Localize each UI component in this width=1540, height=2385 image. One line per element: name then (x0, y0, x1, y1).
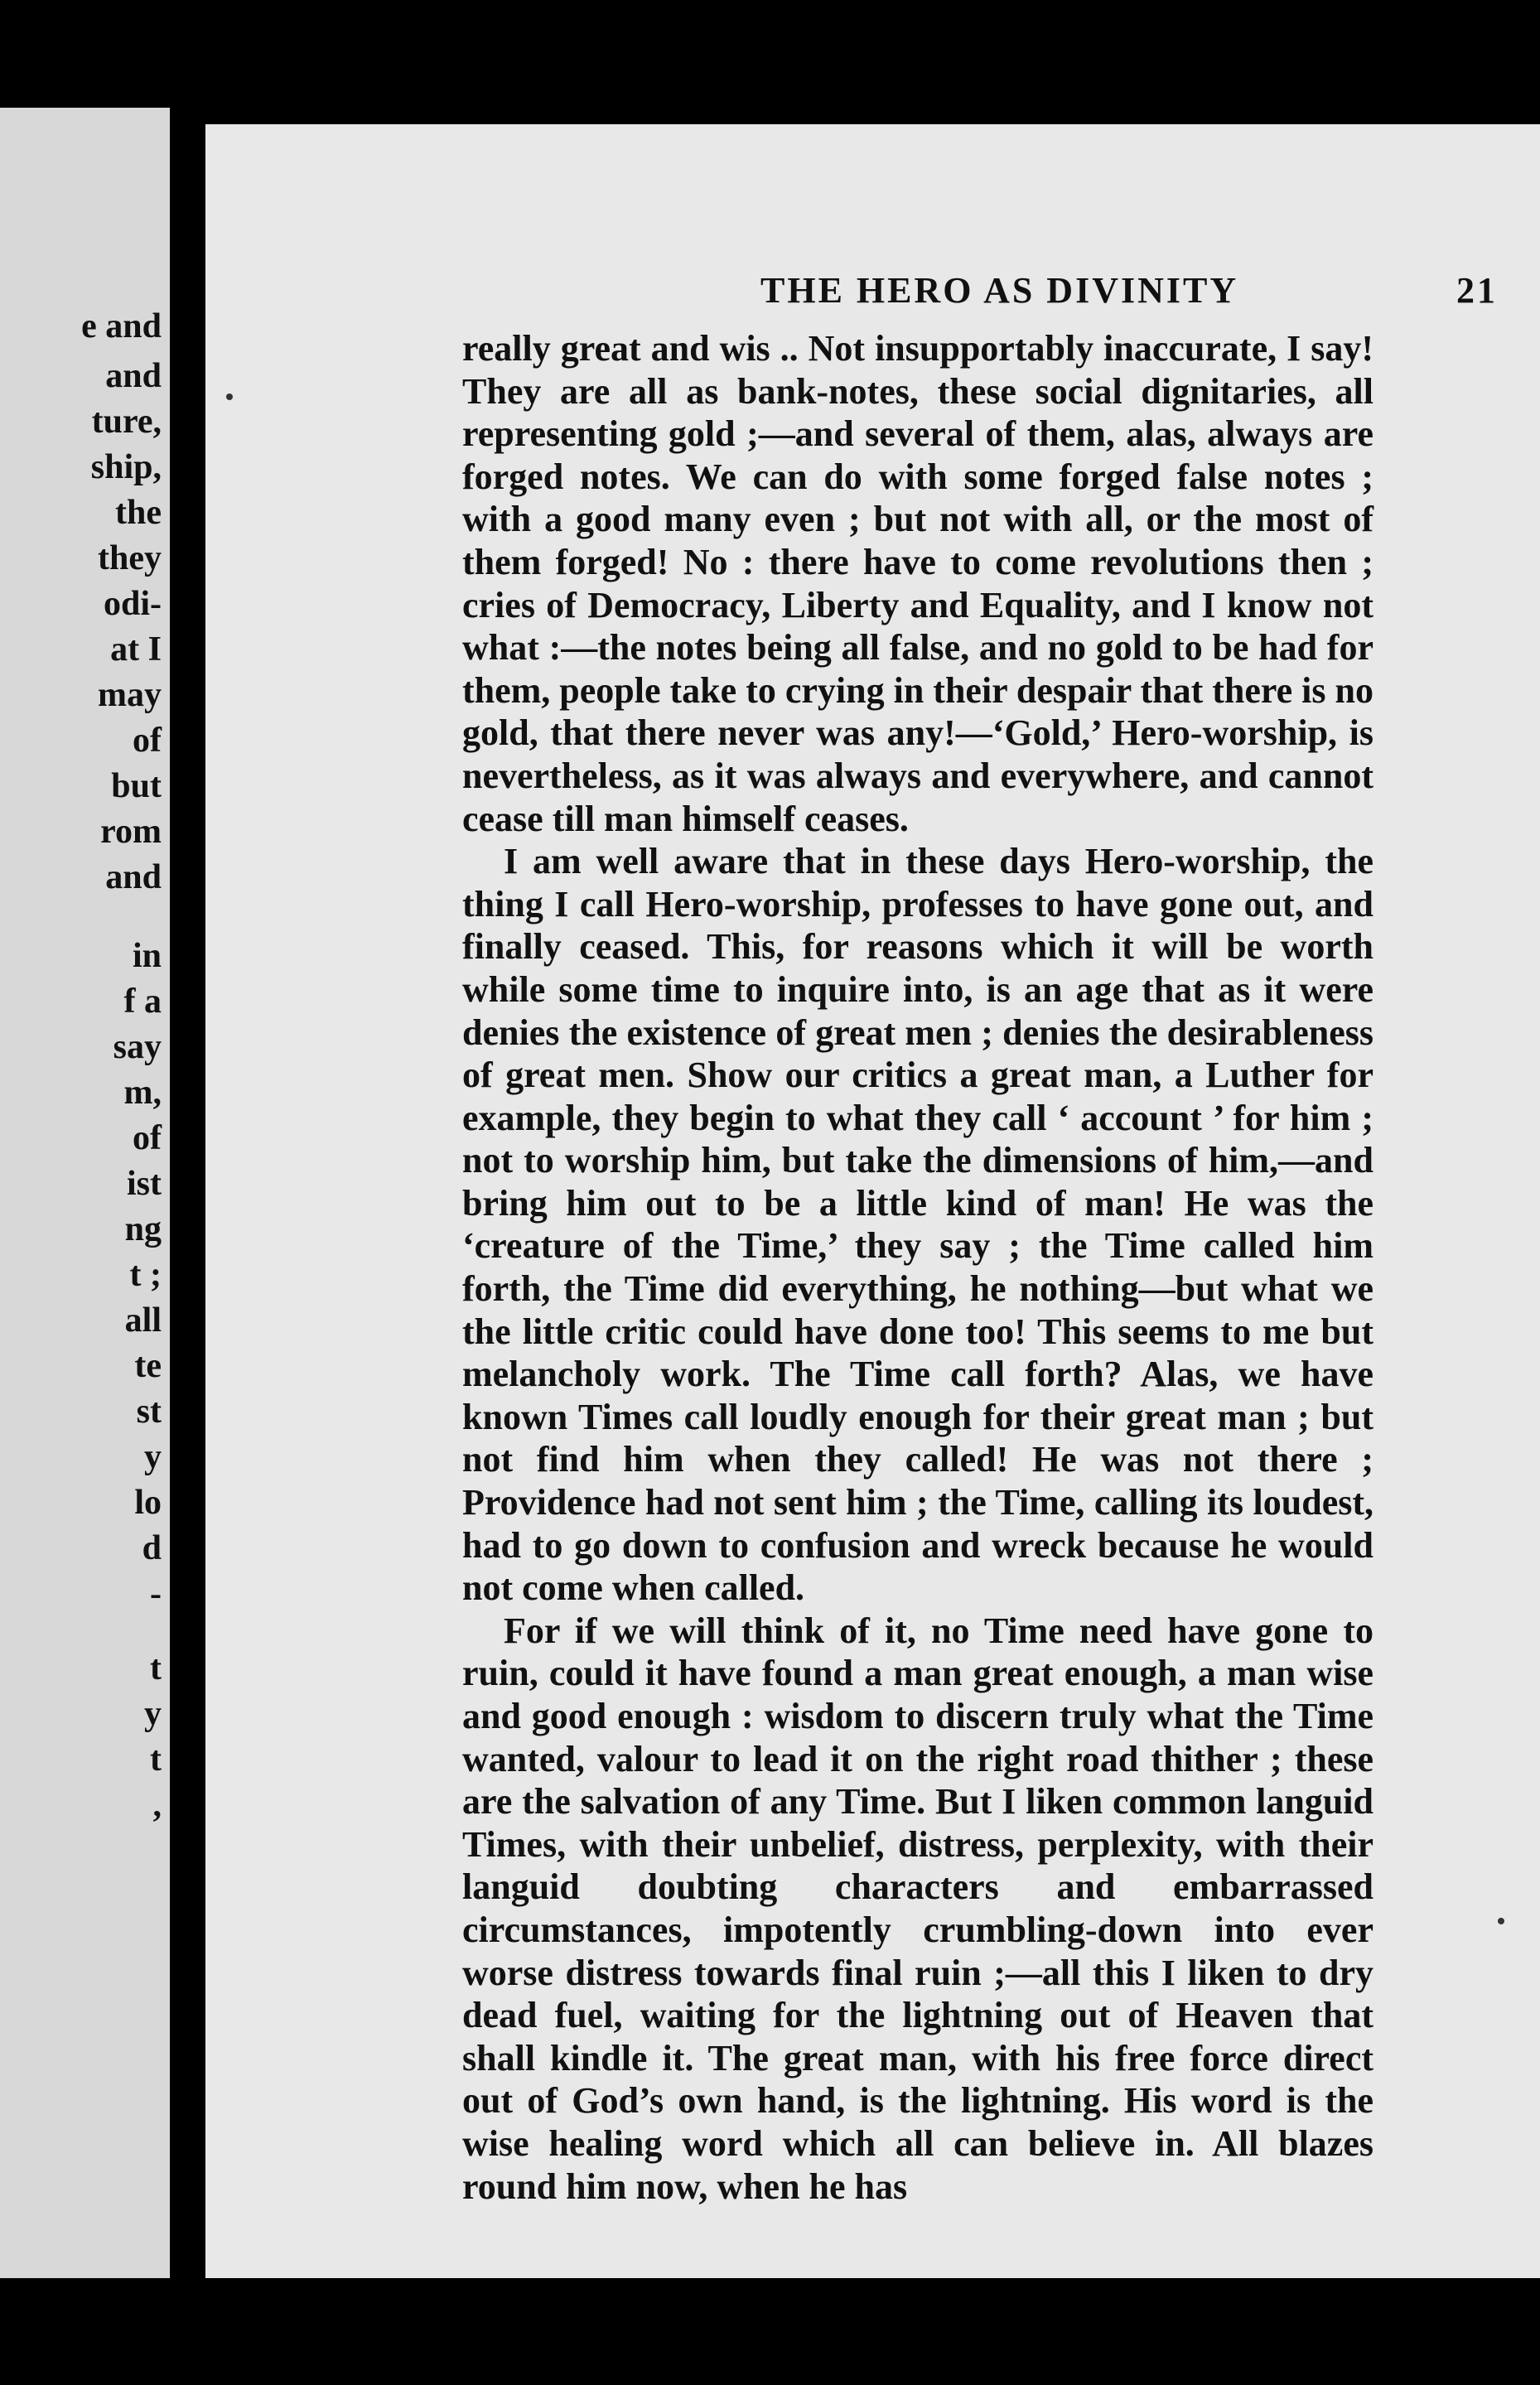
fragment-line: and (105, 357, 162, 395)
fragment-line: lo (134, 1484, 162, 1522)
facing-page-fragment (0, 108, 170, 2278)
running-title: THE HERO AS DIVINITY (760, 270, 1239, 311)
fragment-line: e and (81, 307, 162, 345)
fragment-line: odi- (103, 585, 162, 623)
book-page (205, 124, 1540, 2278)
fragment-line: f a (123, 982, 162, 1021)
fragment-line: ture, (91, 403, 162, 441)
fragment-line: , (152, 1786, 162, 1824)
fragment-line: t ; (129, 1256, 162, 1294)
paragraph: I am well aware that in these days Hero-worship, the thing I call Hero-worship, professes to have gone out, and finally ceased. This, for reasons which it will be worth while some time to inquire into, is an age that as it were denies the existence of great men ; denies the desirableness of great men. Show our critics a great man, a Luther for example, they begin to what they call ‘ account ’ for him ; not to worship him, but take the dimensions of him,—and bring him out to be a little kind of man! He was the ‘creature of the Time,’ they say ; the Time called him forth, the Time did everything, he nothing—but what we the little critic could have done too! This seems to me but melancholy work. The Time call forth? Alas, we have known Times call loudly enough for their great man ; but not find him when they called! He was not there ; Providence had not sent him ; the Time, calling its loudest, had to go down to confusion and wreck because he would not come when called. (462, 841, 1373, 1609)
fragment-line: may (98, 676, 162, 714)
paragraph: For if we will think of it, no Time need have gone to ruin, could it have found a man great enough, a man wise and good enough : wisdom to discern truly what the Time wanted, valour to lead it on the right road thither ; these are the salvation of any Time. But I liken common languid Times, with their unbelief, distress, perplexity, with their languid doubting characters and embarrassed circumstances, impotently crumbling-down into ever worse distress towards final ruin ;—all this I liken to dry dead fuel, waiting for the lightning out of Heaven that shall kindle it. The great man, with his free force direct out of God’s own hand, is the lightning. His word is the wise healing word which all can believe in. All blazes round him now, when he has (462, 1610, 1373, 2207)
fragment-line: of (133, 1119, 162, 1157)
body-text (462, 327, 1373, 2208)
fragment-line: at I (110, 630, 162, 669)
fragment-line: they (98, 539, 162, 577)
fragment-line: d (142, 1529, 162, 1567)
speck-mark (1498, 1918, 1504, 1924)
fragment-line: ship, (90, 448, 162, 486)
fragment-line: ist (127, 1165, 162, 1203)
fragment-line: te (134, 1347, 162, 1385)
fragment-line: ng (124, 1210, 162, 1248)
fragment-line: t (150, 1649, 162, 1687)
fragment-line: and (105, 858, 162, 896)
fragment-line: say (113, 1028, 162, 1066)
fragment-line: - (150, 1575, 162, 1613)
speck-mark (226, 393, 233, 400)
fragment-line: st (136, 1393, 162, 1431)
fragment-line: y (144, 1695, 162, 1733)
fragment-line: t (150, 1740, 162, 1779)
page-number: 21 (1456, 270, 1498, 311)
book-gutter (170, 91, 210, 2344)
fragment-line: of (133, 722, 162, 760)
fragment-line: but (111, 767, 162, 805)
fragment-line: rom (100, 813, 162, 851)
fragment-line: m, (123, 1074, 162, 1112)
paragraph: really great and wis .. Not insupportably inaccurate, I say! They are all as bank-notes, these social dignitaries, all representing gold ;—and several of them, alas, always are forged notes. We can do with some forged false notes ; with a good many even ; but not with all, or the most of them forged! No : there have to come revolutions then ; cries of Democracy, Liberty and Equality, and I know not what :—the notes being all false, and no gold to be had for them, people take to crying in their despair that there is no gold, that there never was any!—‘Gold,’ Hero-worship, is nevertheless, as it was always and everywhere, and cannot cease till man himself ceases. (462, 328, 1373, 839)
fragment-line: in (132, 937, 162, 975)
fragment-line: the (115, 494, 162, 532)
fragment-line: y (144, 1438, 162, 1476)
fragment-line: all (124, 1301, 162, 1340)
